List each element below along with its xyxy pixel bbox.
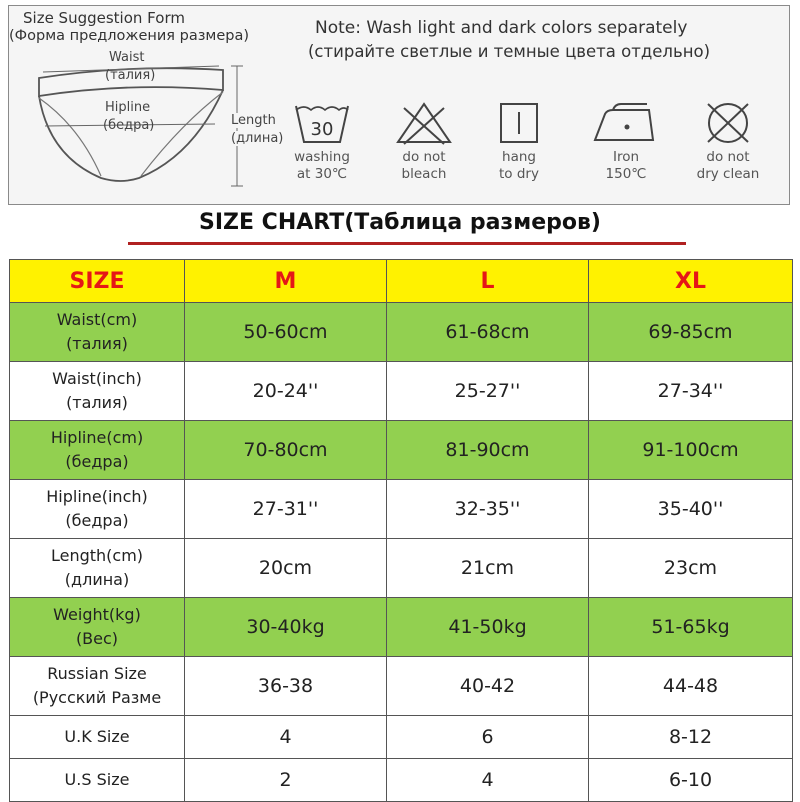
row-label-ru: (бедра) [65, 511, 129, 530]
row-label: Waist(inch) [52, 369, 142, 388]
size-value-cell: 70-80cm [185, 421, 387, 480]
length-label: Length [231, 113, 276, 128]
care-item-hang-dry [474, 100, 564, 183]
care-item-washing [277, 100, 367, 183]
size-value-cell: 35-40'' [589, 480, 793, 539]
row-label: Weight(kg) [53, 605, 141, 624]
row-label-cell [10, 362, 185, 421]
size-value-cell: 20cm [185, 539, 387, 598]
size-value-cell: 41-50kg [387, 598, 589, 657]
row-label-ru: (длина) [64, 570, 130, 589]
row-label-cell [10, 303, 185, 362]
do-not-bleach-icon [394, 100, 454, 146]
row-label: Hipline(cm) [50, 428, 144, 447]
do-not-dry-clean-icon [698, 100, 758, 146]
size-value-cell: 69-85cm [589, 303, 793, 362]
care-item-iron [581, 100, 671, 183]
size-form-title: Size Suggestion Form [23, 9, 185, 27]
care-label-line1: Iron [612, 149, 640, 165]
row-label: U.S Size [64, 770, 130, 789]
row-label-cell [10, 421, 185, 480]
size-value-cell: 32-35'' [387, 480, 589, 539]
row-label: Russian Size [47, 664, 147, 683]
row-label-cell [10, 598, 185, 657]
size-value-cell: 40-42 [387, 657, 589, 716]
size-value-cell: 44-48 [589, 657, 793, 716]
care-label-line1: hang [502, 149, 536, 165]
size-value-cell: 27-34'' [589, 362, 793, 421]
size-value-cell: 25-27'' [387, 362, 589, 421]
waist-label: Waist [109, 50, 145, 65]
iron-150-icon [591, 100, 661, 146]
table-row [10, 480, 793, 539]
size-value-cell: 2 [185, 759, 387, 802]
row-label: Length(cm) [50, 546, 144, 565]
waist-label-ru: (талия) [105, 68, 156, 83]
size-table [9, 259, 793, 802]
row-label-ru: (бедра) [65, 452, 129, 471]
header-cell: M [185, 260, 387, 303]
length-label-ru: (длина) [231, 131, 284, 146]
table-row [10, 716, 793, 759]
size-value-cell: 91-100cm [589, 421, 793, 480]
table-row [10, 539, 793, 598]
table-row [10, 362, 793, 421]
size-form-title-ru: (Форма предложения размера) [9, 28, 250, 44]
table-row [10, 759, 793, 802]
care-item-dry-clean [683, 100, 773, 183]
care-item-bleach [379, 100, 469, 183]
info-panel [8, 5, 790, 205]
hipline-label: Hipline [105, 100, 151, 115]
size-value-cell: 81-90cm [387, 421, 589, 480]
header-cell: SIZE [10, 260, 185, 303]
care-label-line2: at 30℃ [296, 166, 348, 182]
size-value-cell: 4 [185, 716, 387, 759]
table-row [10, 657, 793, 716]
wash-temp-text: 30 [310, 119, 334, 140]
size-value-cell: 30-40kg [185, 598, 387, 657]
header-cell: L [387, 260, 589, 303]
size-value-cell: 6 [387, 716, 589, 759]
size-suggestion-diagram [9, 6, 284, 203]
care-label-line2: to dry [499, 166, 539, 182]
hang-to-dry-icon [489, 100, 549, 146]
row-label: Hipline(inch) [46, 487, 148, 506]
care-label-line2: dry clean [696, 166, 760, 182]
row-label-ru: (Вес) [75, 629, 119, 648]
care-label-line2: 150℃ [605, 166, 647, 182]
table-row [10, 598, 793, 657]
size-value-cell: 6-10 [589, 759, 793, 802]
size-value-cell: 21cm [387, 539, 589, 598]
table-row [10, 303, 793, 362]
row-label-ru: (талия) [66, 334, 128, 353]
row-label-cell [10, 759, 185, 802]
washing-30-icon [292, 100, 352, 146]
size-value-cell: 4 [387, 759, 589, 802]
size-value-cell: 61-68cm [387, 303, 589, 362]
size-value-cell: 20-24'' [185, 362, 387, 421]
row-label-cell [10, 716, 185, 759]
size-chart-heading: SIZE CHART(Таблица размеров) [199, 210, 601, 235]
row-label: U.K Size [64, 727, 130, 746]
header-cell: XL [589, 260, 793, 303]
care-label-line2: bleach [401, 166, 447, 182]
hipline-label-ru: (бедра) [103, 118, 155, 133]
row-label: Waist(cm) [56, 310, 138, 329]
size-value-cell: 8-12 [589, 716, 793, 759]
care-label-line1: washing [294, 149, 350, 165]
size-value-cell: 27-31'' [185, 480, 387, 539]
wash-note: Note: Wash light and dark colors separately [315, 18, 688, 38]
heading-underline [128, 242, 686, 245]
care-label-line1: do not [402, 149, 446, 165]
table-row [10, 421, 793, 480]
row-label-cell [10, 657, 185, 716]
row-label-ru: (талия) [66, 393, 128, 412]
row-label-cell [10, 480, 185, 539]
row-label-cell [10, 539, 185, 598]
row-label-ru: (Русский Разме [32, 688, 162, 707]
table-header-row [10, 260, 793, 303]
care-label-line1: do not [706, 149, 750, 165]
size-value-cell: 23cm [589, 539, 793, 598]
size-value-cell: 50-60cm [185, 303, 387, 362]
wash-note-ru: (стирайте светлые и темные цвета отдельно) [308, 42, 711, 61]
size-value-cell: 51-65kg [589, 598, 793, 657]
size-value-cell: 36-38 [185, 657, 387, 716]
